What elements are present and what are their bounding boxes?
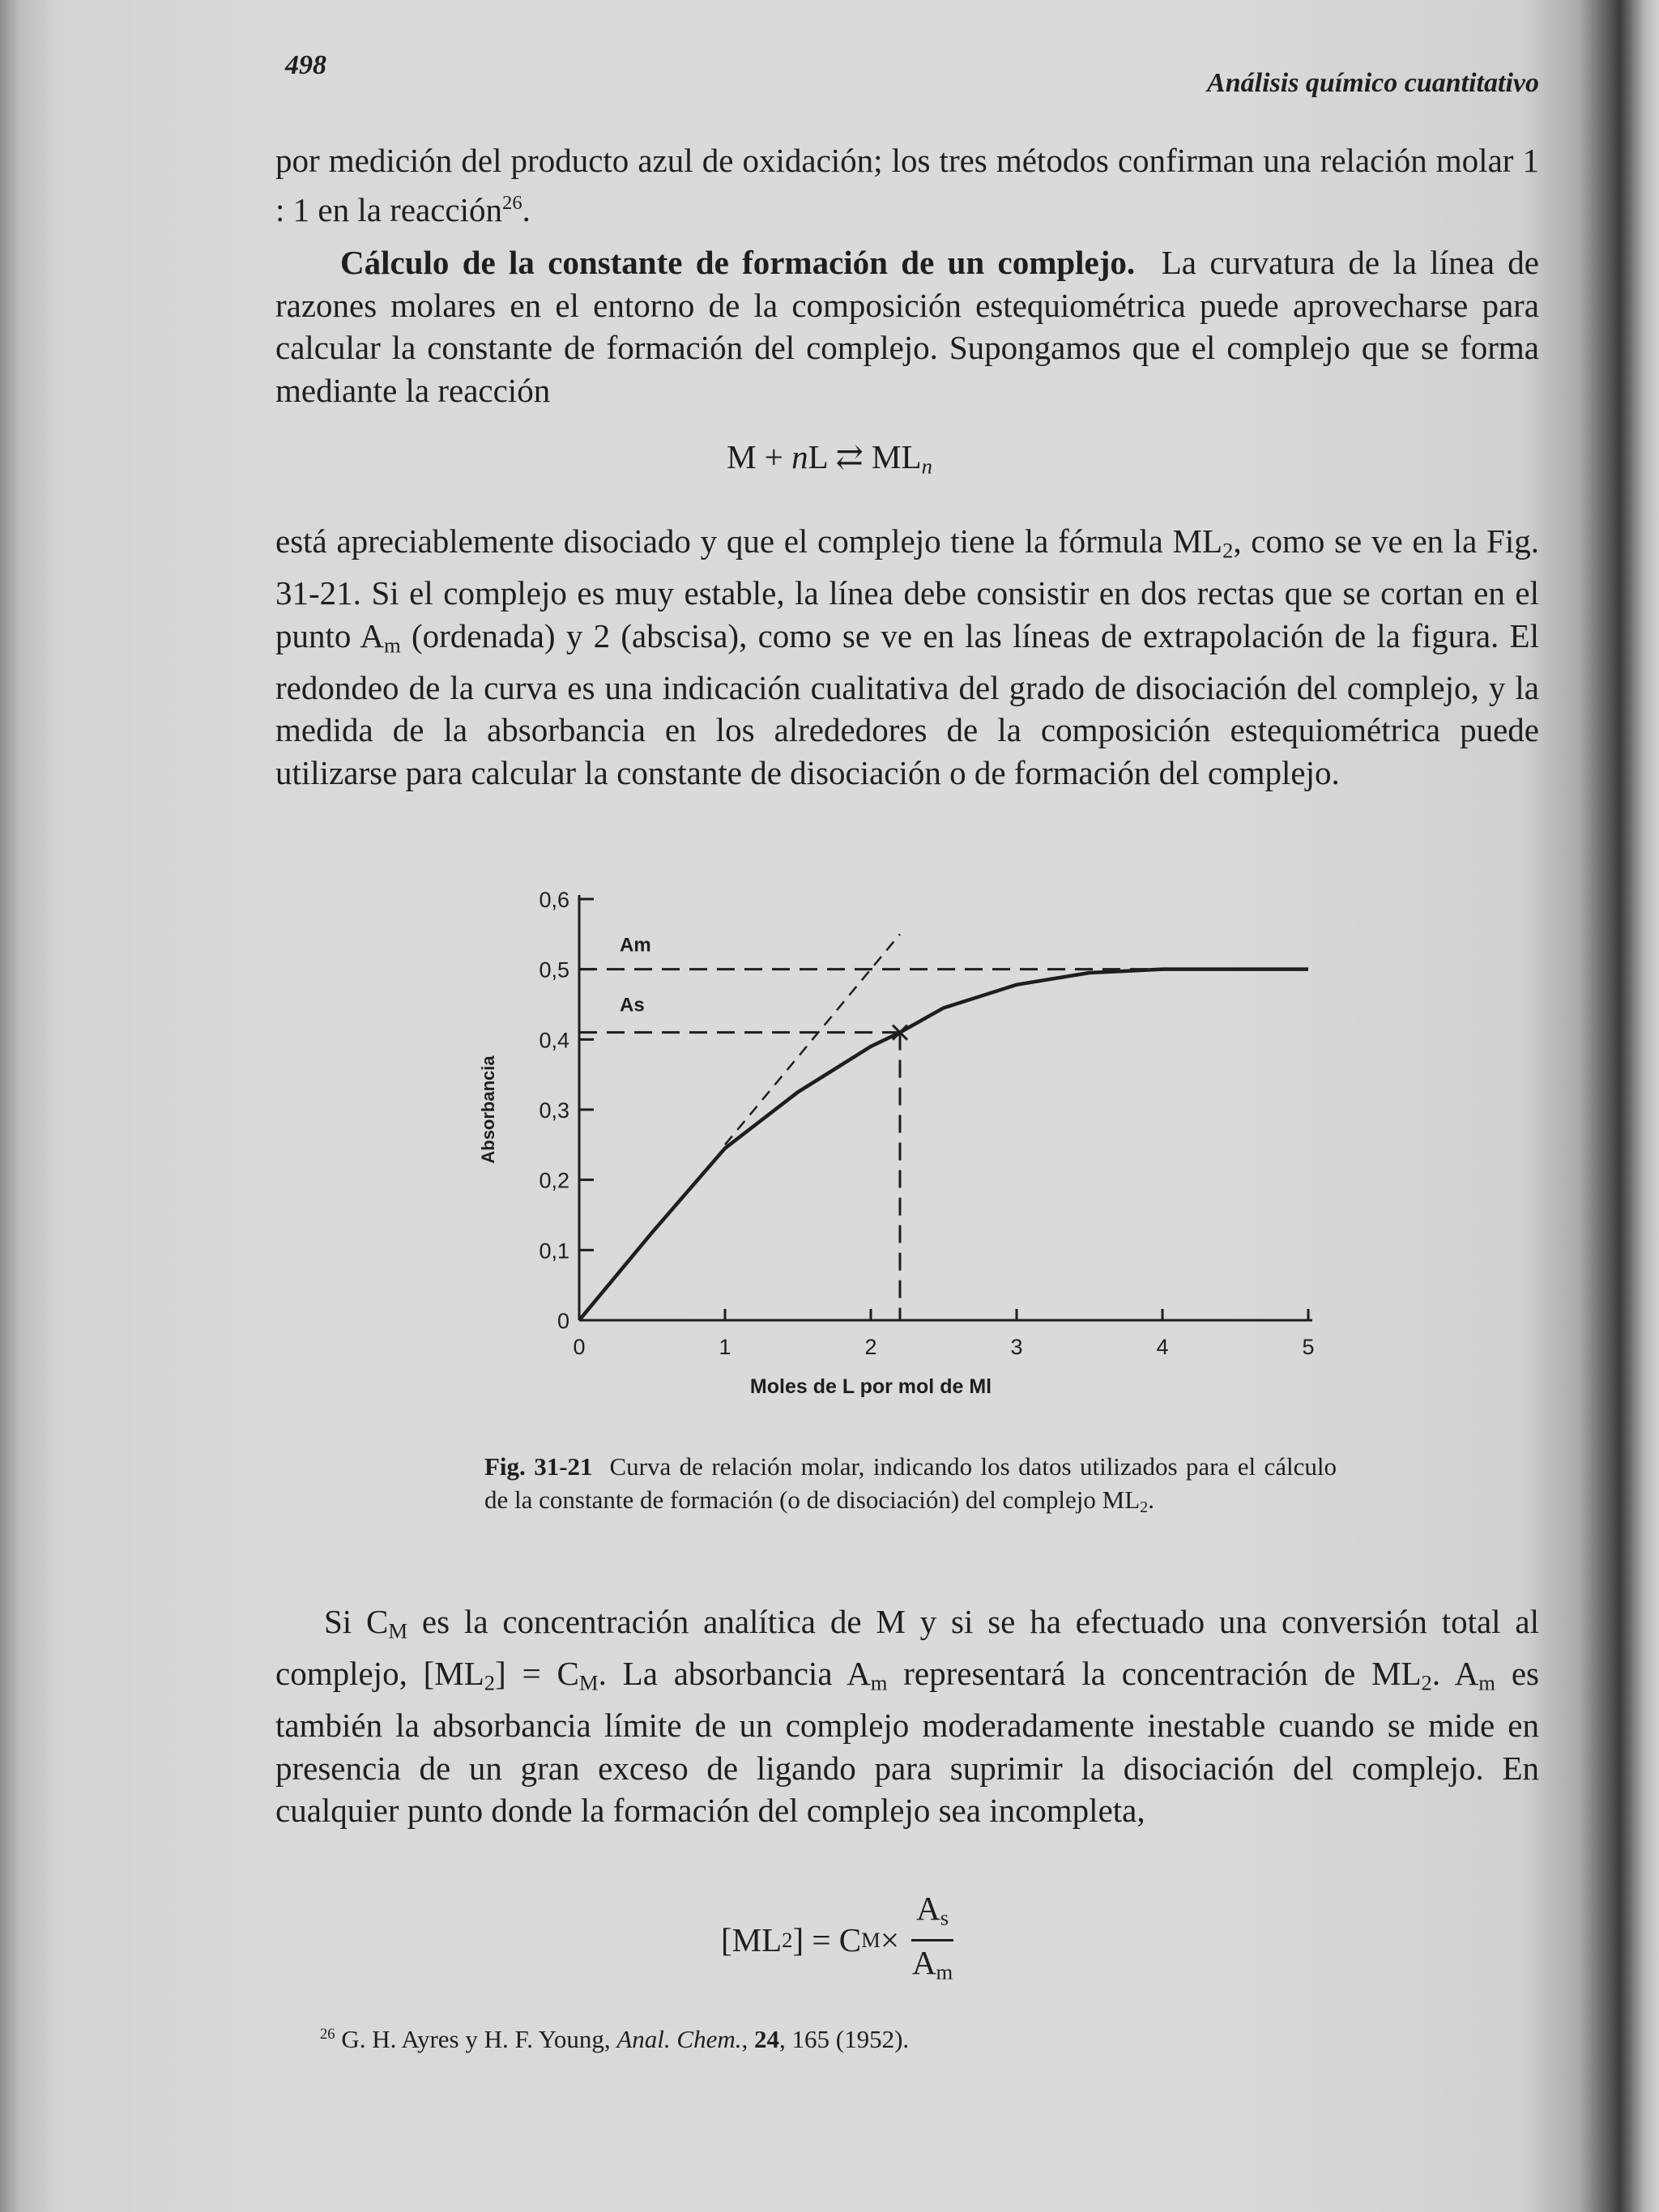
subscript: 2 [484,1670,496,1695]
text-segment: está apreciablemente disociado y que el complejo tiene la fórmula ML [275,522,1222,560]
fraction-denominator [907,1941,957,1992]
caption-end: . [1148,1485,1154,1514]
text-segment: ] = C [495,1655,579,1693]
subscript: 2 [782,1927,793,1952]
x-tick-label: 5 [1302,1335,1315,1359]
eq-right: L ⇄ ML [808,438,922,475]
text-segment: Si C [324,1603,389,1640]
subscript: 2 [1140,1498,1149,1517]
section-heading: Cálculo de la constante de formación de un complejo. [340,244,1136,281]
fraction-numerator [911,1889,953,1941]
text-segment: representará la concentración de ML [887,1655,1422,1693]
absorbance-curve [579,970,1308,1320]
x-tick-label: 4 [1156,1335,1169,1359]
page-header [275,50,1539,99]
eq-left: M + [727,438,792,475]
y-tick-label: 0,6 [539,888,569,912]
subscript: m [936,1959,953,1984]
subscript: 2 [1222,538,1234,563]
eq-times: × [880,1921,899,1958]
text-segment: . A [1431,1655,1479,1693]
subscript: M [861,1927,881,1952]
subscript: M [388,1618,408,1643]
paragraph-text: por medición del producto azul de oxidación; los tres métodos confirman una relación molar 1 : 1 en la reacción [275,142,1539,228]
paragraph-formation-constant [275,241,1539,411]
subscript: 2 [1421,1670,1432,1695]
eq-lhs: ] = C [792,1921,862,1958]
denominator-text: A [911,1943,936,1981]
text-segment: (ordenada) y 2 (abscisa), como se ve en las líneas de extrapolación de la figura. El redondeo de la curva es una indicación cualitativa del grado de disociación del complejo, y la medida de la absorbancia en los alrededores de la composición estequiométrica puede utilizarse para calcular la constante de disociación o de formación del complejo. [275,616,1539,791]
x-tick-label: 1 [719,1335,731,1359]
extrapolation-line [725,934,900,1144]
figure-label: Fig. 31-21 [484,1452,593,1481]
footnote [320,2025,909,2054]
am-annotation: Am [620,934,651,957]
text-segment: es la concentración analítica de M y si se ha efectuado una conversión total al complejo, [ML [275,1603,1539,1693]
x-tick-label: 0 [573,1335,586,1359]
text-segment: . La absorbancia A [598,1655,871,1693]
figure-31-21 [454,871,1345,1438]
footnote-sep: , [741,2025,754,2053]
y-tick-label: 0,2 [539,1168,569,1193]
text-segment: es también la absorbancia límite de un complejo moderadamente inestable cuando se mide en presencia de un gran exceso de ligando para suprimir la disociación del complejo. En cualquier punto donde la formación del complejo sea incompleta, [275,1655,1539,1830]
paragraph-concentration [275,1600,1539,1832]
x-axis-label: Moles de L por mol de Ml [749,1375,992,1398]
x-tick-label: 2 [864,1335,877,1359]
numerator-text: A [916,1889,940,1927]
subscript: m [384,633,401,658]
figure-caption [484,1450,1337,1524]
paragraph-end: . [522,190,531,228]
text-segment: , como se ve en la Fig. 31-21. Si el complejo es muy estable, la línea debe consistir en dos rectas que se cortan en el punto A [275,522,1540,654]
caption-text: Curva de relación molar, indicando los datos utilizados para el cálculo de la constante de formación (o de disociación) del complejo ML [484,1452,1337,1514]
x-tick-label: 3 [1010,1335,1023,1359]
concentration-equation [721,1889,957,1984]
y-tick-label: 0,3 [539,1098,569,1123]
footnote-journal: Anal. Chem. [616,2025,742,2053]
y-tick-label: 0,1 [539,1238,569,1264]
page-number: 498 [285,50,326,80]
paragraph-intro [275,139,1539,231]
footnote-authors: G. H. Ayres y H. F. Young, [335,2025,617,2053]
footnote-number: 26 [320,2025,335,2043]
running-title: Análisis químico cuantitativo [1207,68,1539,98]
footnote-rest: , 165 (1952). [779,2025,910,2053]
y-axis-label: Absorbancia [478,1055,498,1164]
subscript: M [578,1670,599,1695]
subscript: s [940,1905,949,1930]
molar-ratio-chart [454,871,1345,1438]
subscript: m [1478,1670,1496,1695]
paragraph-text: La curvatura de la línea de razones molares en el entorno de la composición estequiométrica puede aprovecharse para calcular la constante de formación del complejo. Supongamos que el complejo que se forma mediante la reacción [275,244,1539,409]
reaction-equation [0,437,1659,479]
y-tick-label: 0,5 [539,957,569,982]
footnote-volume: 24 [754,2025,779,2053]
as-annotation: As [620,994,645,1016]
y-tick-label: 0,4 [539,1028,569,1053]
y-tick-label: 0 [557,1309,569,1333]
fraction [907,1889,957,1991]
eq-sub: n [921,454,932,479]
eq-lhs: [ML [721,1921,783,1958]
paragraph-dissociation [275,520,1539,794]
eq-n: n [791,438,808,475]
subscript: m [870,1670,888,1695]
footnote-ref: 26 [502,191,522,214]
